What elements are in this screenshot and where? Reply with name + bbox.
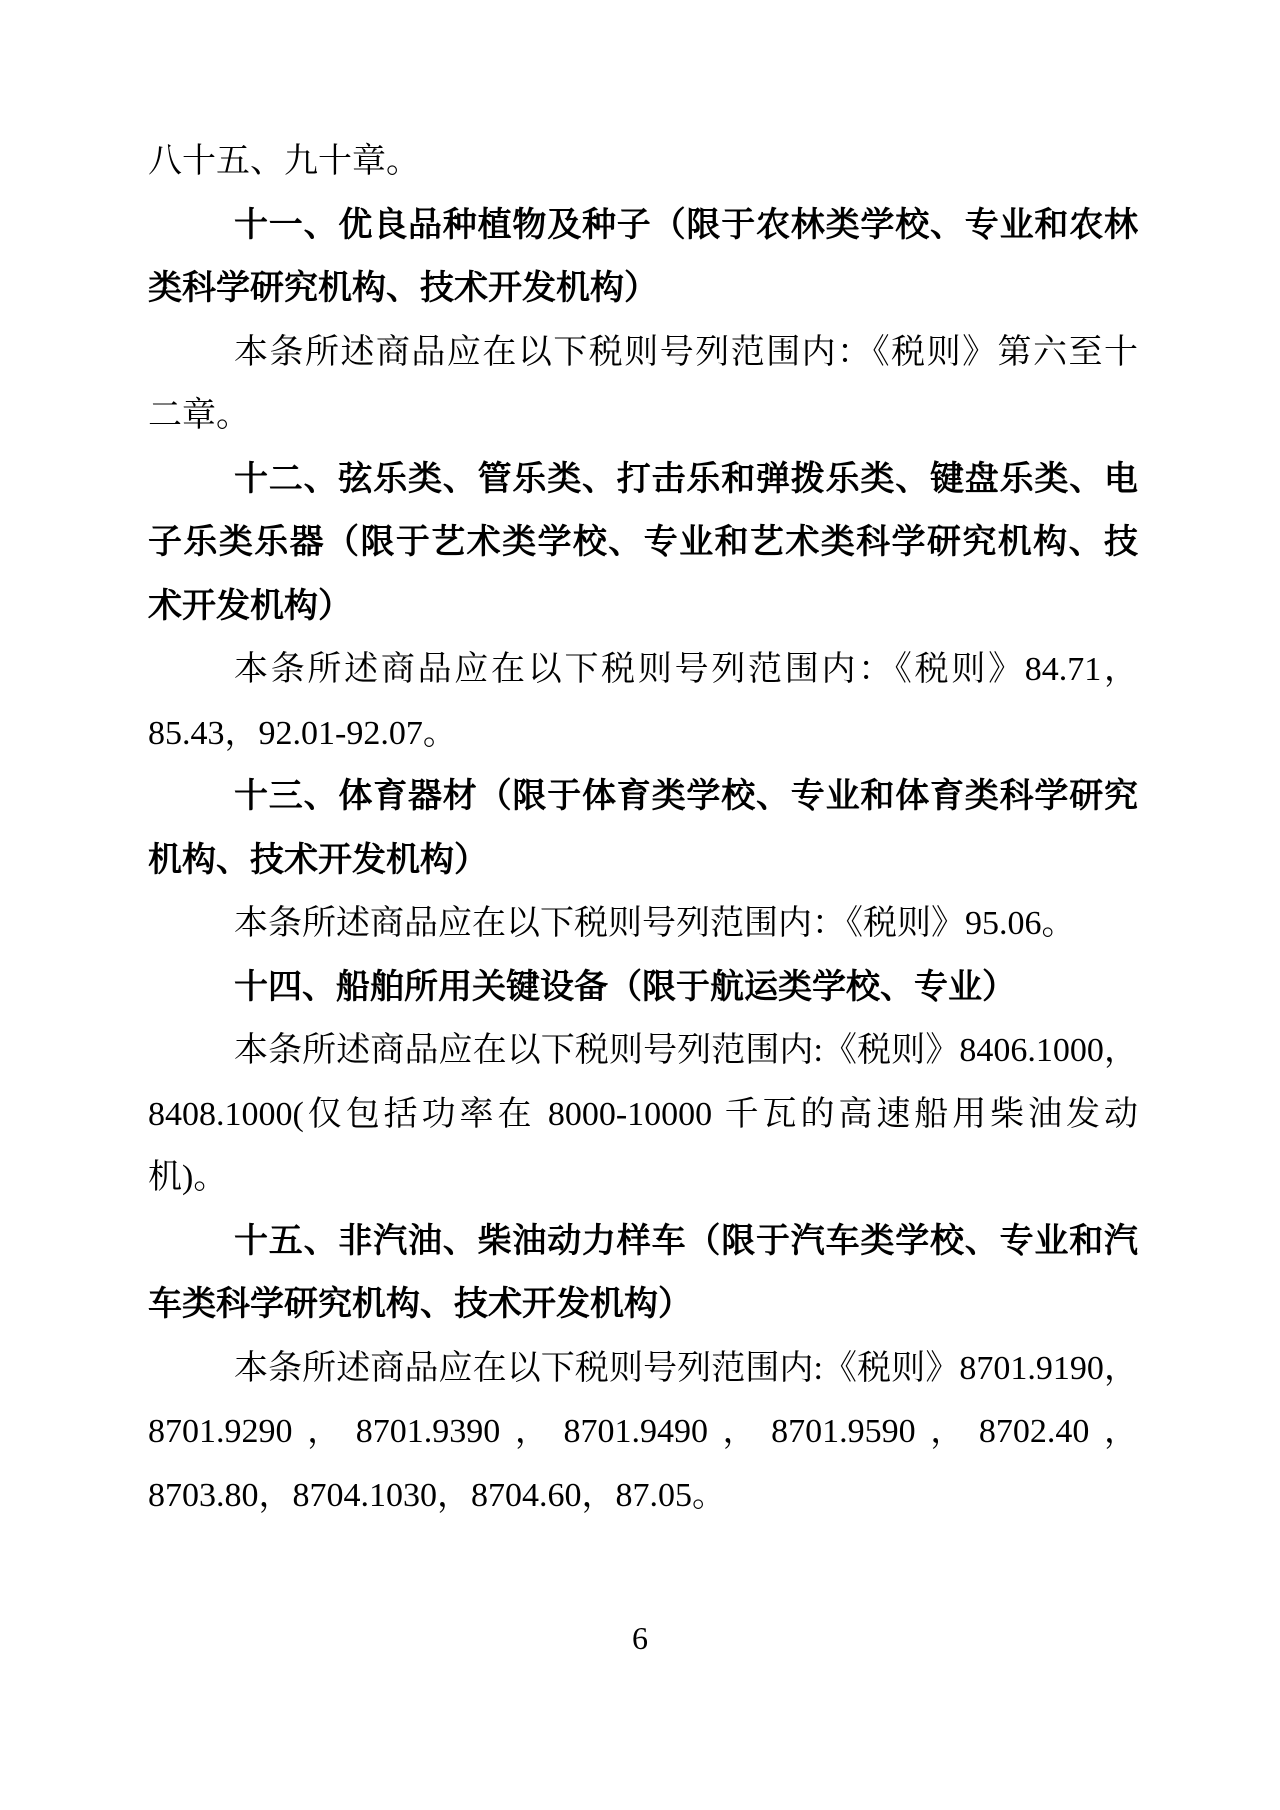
heading-line: 术开发机构） (148, 585, 352, 626)
page-footer (0, 1608, 1280, 1668)
heading-line: 十四、船舶所用关键设备（限于航运类学校、专业） (234, 966, 1016, 1007)
body-line: 本条所述商品应在以下税则号列范围内:《税则》8701.9190， (234, 1349, 1138, 1387)
heading-line: 十一、优良品种植物及种子（限于农林类学校、专业和农林 (234, 204, 1138, 245)
heading-line: 十五、非汽油、柴油动力样车（限于汽车类学校、专业和汽 (234, 1220, 1138, 1261)
page-number: 6 (632, 1620, 648, 1656)
heading-line: 十二、弦乐类、管乐类、打击乐和弹拨乐类、键盘乐类、电 (234, 458, 1138, 499)
body-line: 二章。 (148, 397, 250, 434)
body-line: 八十五、九十章。 (148, 143, 420, 180)
body-line: 本条所述商品应在以下税则号列范围内:《税则》8406.1000， (234, 1032, 1138, 1069)
heading-line: 类科学研究机构、技术开发机构） (148, 268, 658, 308)
body-line: 8701.9290，8701.9390，8701.9490，8701.9590，8702.40， (148, 1413, 1138, 1450)
body-line: 本条所述商品应在以下税则号列范围内：《税则》84.71， (234, 651, 1138, 688)
heading-line: 车类科学研究机构、技术开发机构） (148, 1284, 692, 1324)
heading-line: 机构、技术开发机构） (148, 839, 488, 880)
body-line: 8408.1000(仅包括功率在 8000-10000 千瓦的高速船用柴油发动 (148, 1095, 1138, 1133)
body-line: 85.43，92.01-92.07。 (148, 714, 457, 752)
document-body (148, 130, 1138, 1527)
body-line: 本条所述商品应在以下税则号列范围内：《税则》95.06。 (234, 905, 1076, 942)
body-line: 机)。 (148, 1159, 228, 1196)
heading-line: 子乐类乐器（限于艺术类学校、专业和艺术类科学研究机构、技 (148, 522, 1138, 562)
body-line: 8703.80，8704.1030，8704.60，87.05。 (148, 1476, 726, 1514)
heading-line: 十三、体育器材（限于体育类学校、专业和体育类科学研究 (234, 776, 1138, 816)
body-line: 本条所述商品应在以下税则号列范围内：《税则》第六至十 (234, 333, 1138, 371)
